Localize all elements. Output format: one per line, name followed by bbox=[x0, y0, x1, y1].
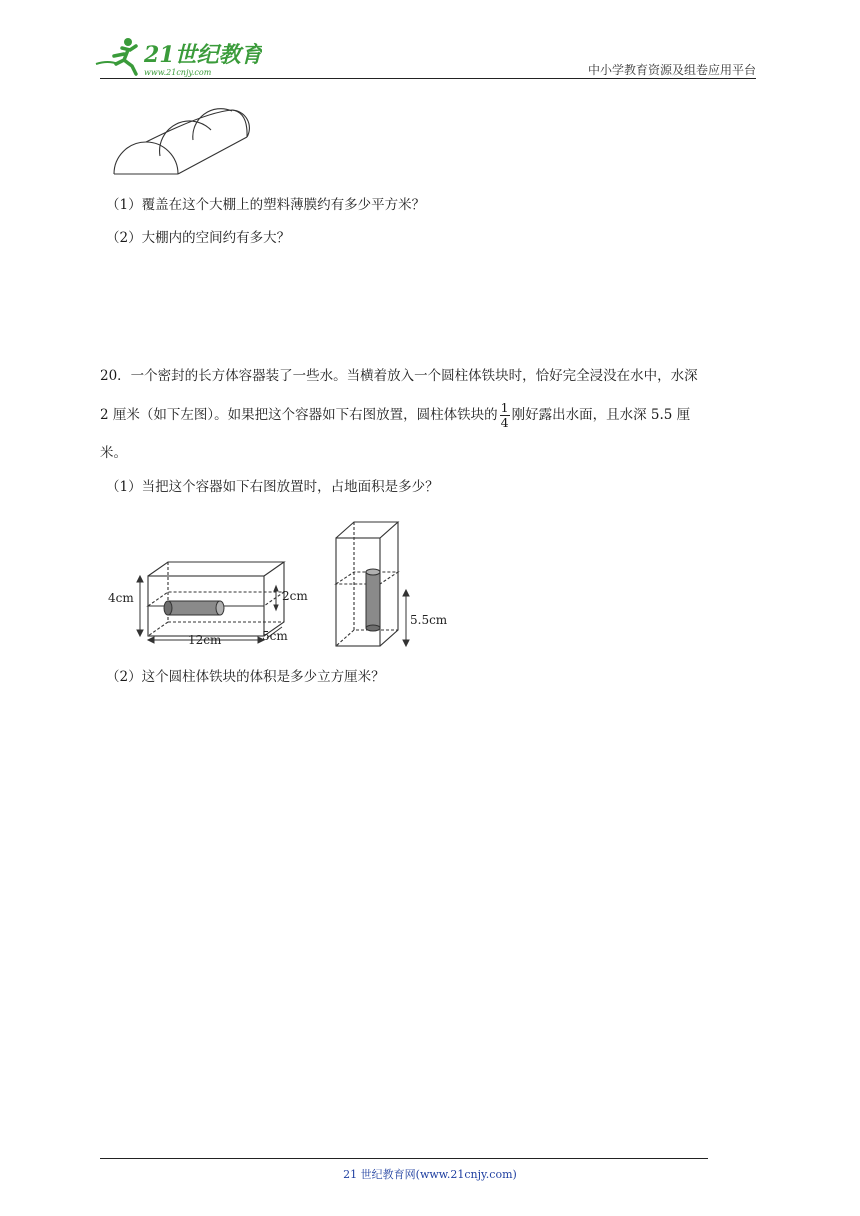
logo-url: www.21cnjy.com bbox=[144, 68, 212, 77]
site-logo bbox=[92, 34, 262, 80]
greenhouse-figure bbox=[110, 104, 255, 184]
q20-line-2 bbox=[100, 398, 690, 432]
height-label: 4cm bbox=[108, 591, 134, 605]
q20-subquestion-1: （1）当把这个容器如下右图放置时，占地面积是多少？ bbox=[106, 479, 439, 495]
q20-line-3: 米。 bbox=[100, 445, 127, 461]
container-lying-figure bbox=[104, 516, 464, 656]
q20-line-1: 20．一个密封的长方体容器装了一些水。当横着放入一个圆柱体铁块时，恰好完全浸没在水中，水深 bbox=[100, 368, 698, 384]
logo-text: 21世纪教育 bbox=[144, 42, 262, 68]
q20-line-2-part-b: 刚好露出水面，且水深 5.5 厘 bbox=[511, 407, 691, 423]
header-rule bbox=[100, 78, 756, 79]
q19-subquestion-2: （2）大棚内的空间约有多大？ bbox=[106, 230, 291, 246]
fraction bbox=[500, 401, 510, 430]
water-depth-label: 2cm bbox=[282, 589, 308, 603]
cylinder-upright bbox=[366, 569, 380, 631]
footer-rule bbox=[100, 1158, 708, 1159]
runner-icon bbox=[96, 38, 136, 74]
footer-link[interactable]: 21 世纪教育网(www.21cnjy.com) bbox=[343, 1168, 517, 1181]
q20-line-2-part-a: 2 厘米（如下左图）。如果把这个容器如下右图放置，圆柱体铁块的 bbox=[100, 407, 498, 423]
q19-subquestion-1: （1）覆盖在这个大棚上的塑料薄膜约有多少平方米？ bbox=[106, 197, 426, 213]
q20-subquestion-2: （2）这个圆柱体铁块的体积是多少立方厘米？ bbox=[106, 669, 385, 685]
width-label: 5cm bbox=[262, 629, 288, 643]
site-slogan: 中小学教育资源及组卷应用平台 bbox=[587, 63, 756, 77]
fraction-denominator: 4 bbox=[500, 415, 509, 430]
cylinder-lying bbox=[164, 601, 224, 615]
fraction-numerator: 1 bbox=[500, 400, 509, 415]
length-label: 12cm bbox=[188, 633, 222, 647]
upright-water-label: 5.5cm bbox=[410, 613, 448, 627]
